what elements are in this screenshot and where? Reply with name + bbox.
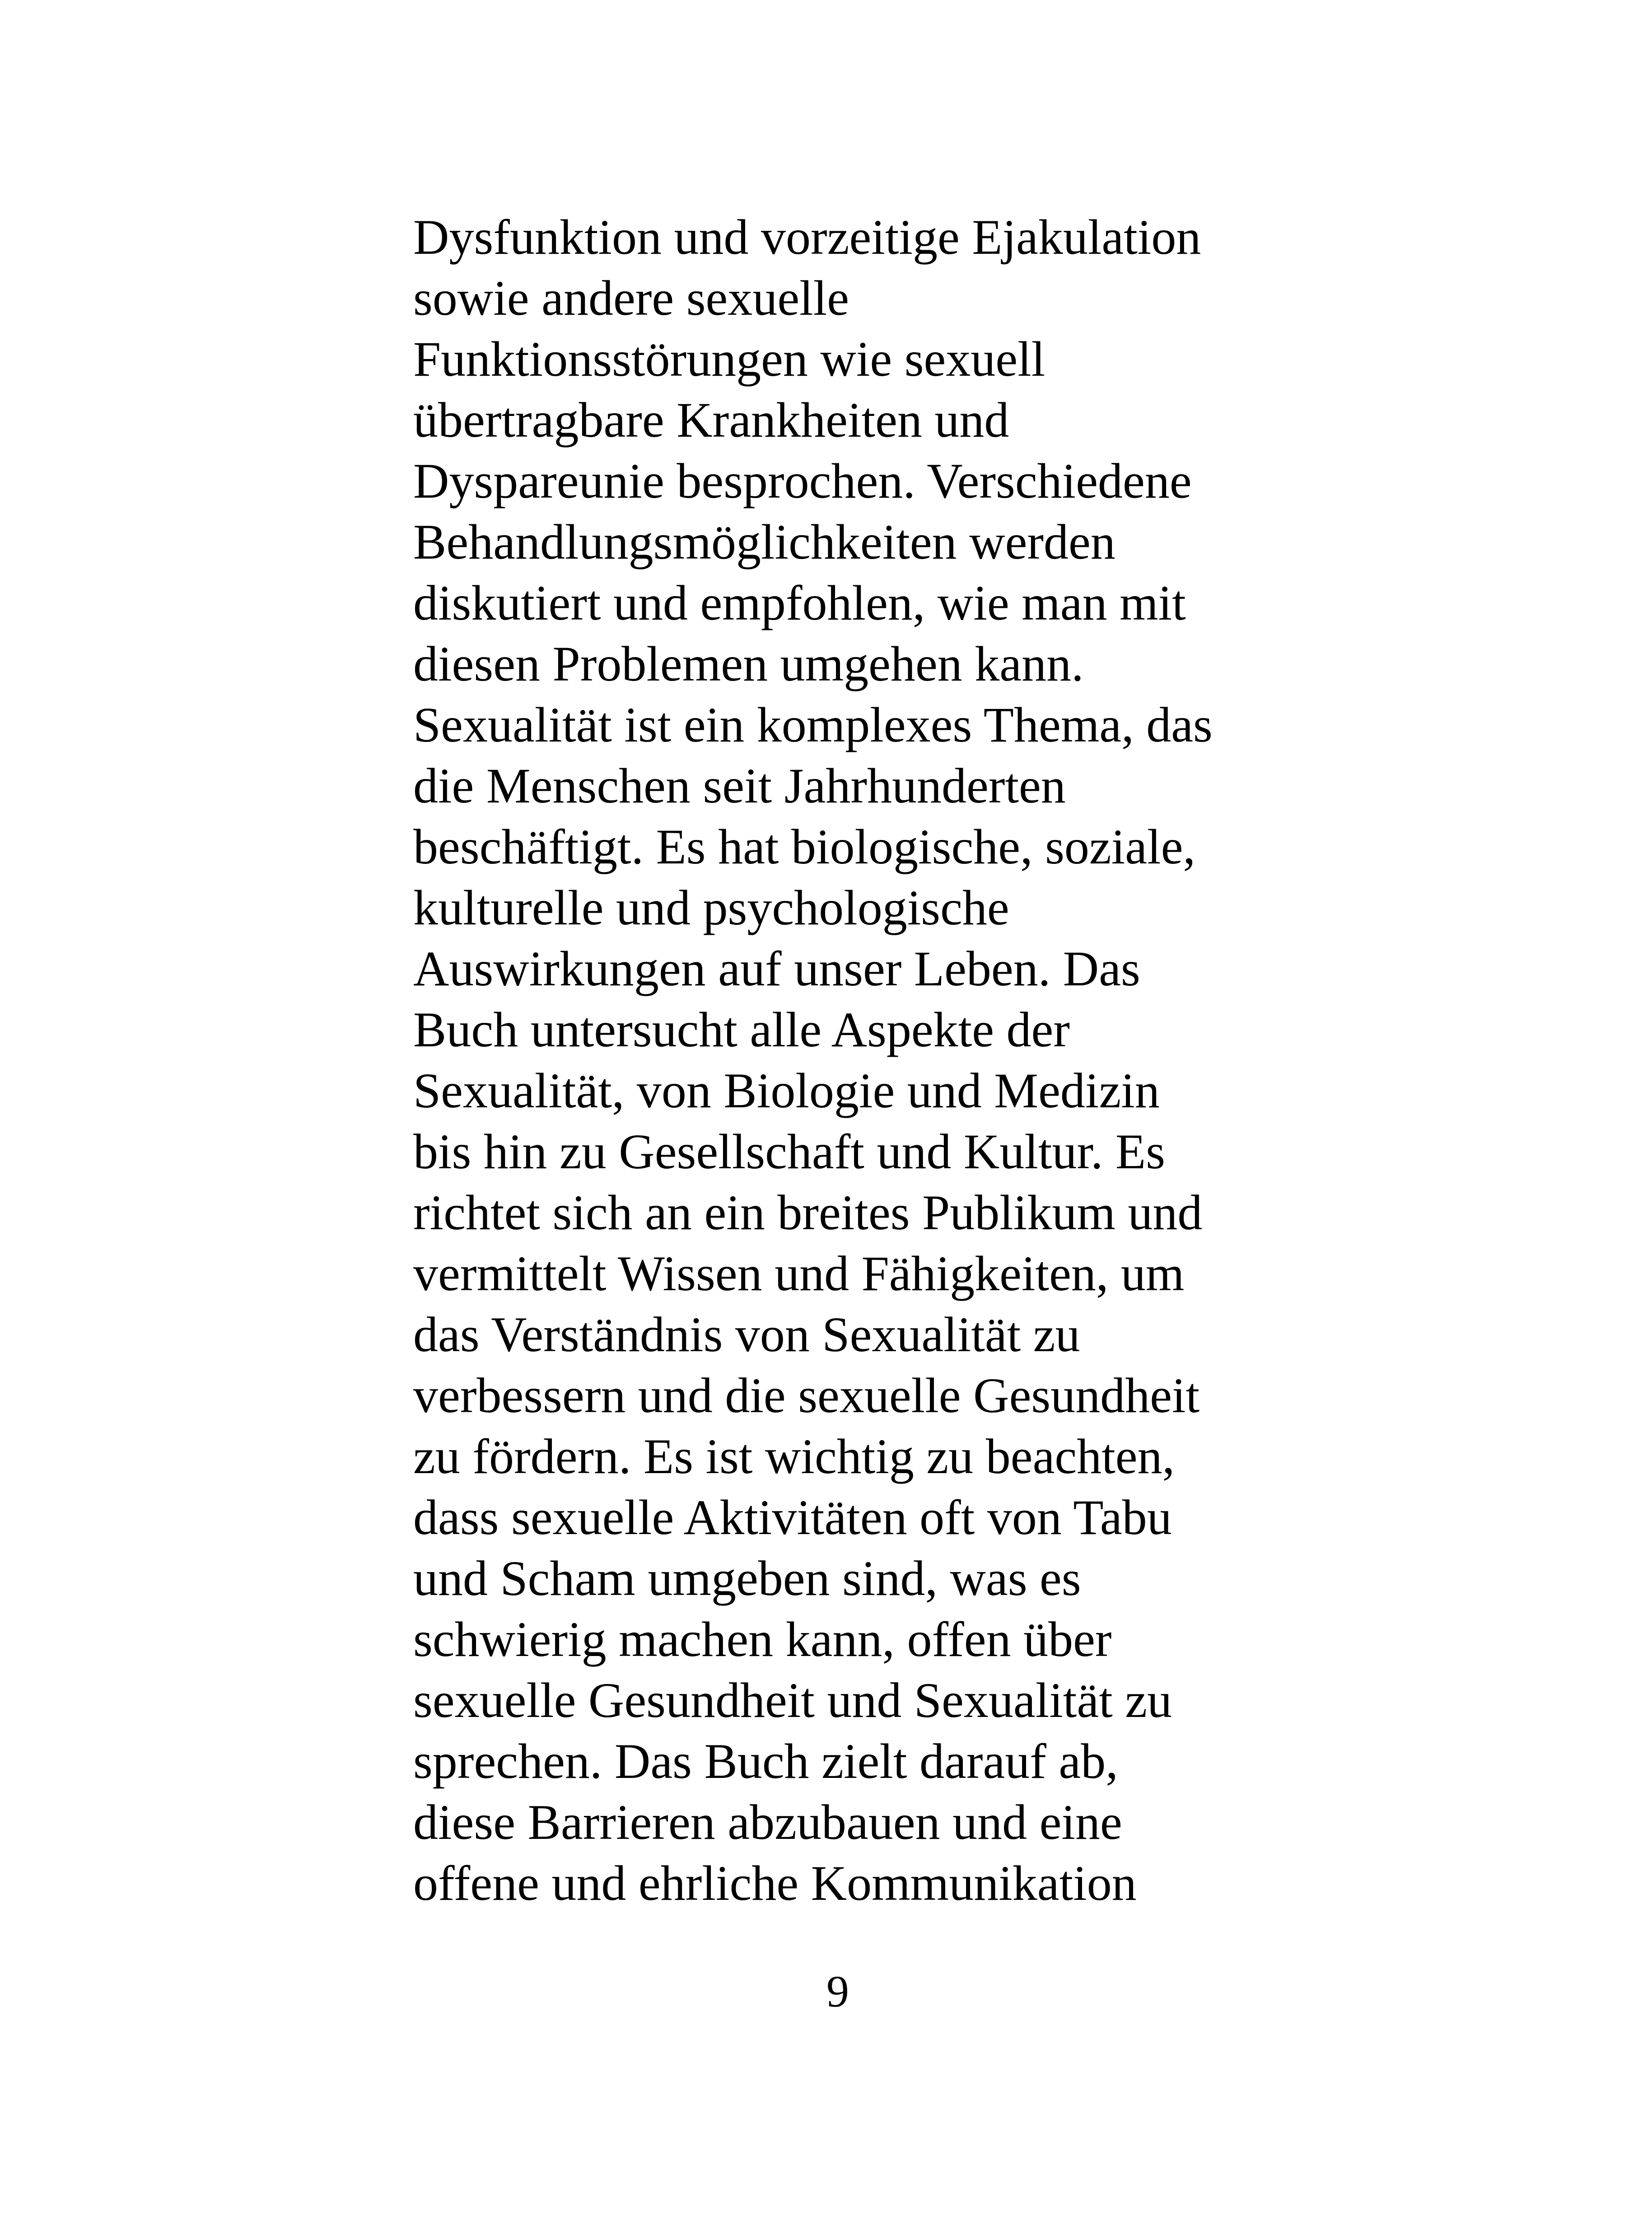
text-line: Auswirkungen auf unser Leben. Das [413,941,1140,996]
text-line: kulturelle und psychologische [413,880,1009,935]
text-line: Behandlungsmöglichkeiten werden [413,514,1115,569]
text-line: dass sexuelle Aktivitäten oft von Tabu [413,1490,1172,1545]
text-line: und Scham umgeben sind, was es [413,1551,1081,1606]
text-line: diesen Problemen umgehen kann. [413,636,1084,691]
text-line: sowie andere sexuelle [413,271,849,326]
text-line: zu fördern. Es ist wichtig zu beachten, [413,1429,1175,1484]
text-line: Dyspareunie besprochen. Verschiedene [413,453,1192,508]
text-line: übertragbare Krankheiten und [413,392,1009,448]
text-line: Sexualität ist ein komplexes Thema, das [413,697,1213,752]
text-line: die Menschen seit Jahrhunderten [413,758,1066,813]
text-line: vermittelt Wissen und Fähigkeiten, um [413,1246,1185,1301]
text-line: Dysfunktion und vorzeitige Ejakulation [413,210,1201,265]
text-line: das Verständnis von Sexualität zu [413,1307,1080,1362]
text-line: offene und ehrliche Kommunikation [413,1856,1137,1911]
body-text [413,207,1339,1914]
text-line: diskutiert und empfohlen, wie man mit [413,575,1186,630]
text-line: Funktionsstörungen wie sexuell [413,331,1045,387]
text-line: verbessern und die sexuelle Gesundheit [413,1368,1200,1423]
text-line: sexuelle Gesundheit und Sexualität zu [413,1673,1172,1728]
text-line: bis hin zu Gesellschaft und Kultur. Es [413,1124,1166,1179]
text-line: schwierig machen kann, offen über [413,1612,1112,1667]
text-line: Buch untersucht alle Aspekte der [413,1002,1070,1057]
text-line: richtet sich an ein breites Publikum und [413,1185,1203,1240]
text-line: Sexualität, von Biologie und Medizin [413,1063,1160,1118]
text-line: beschäftigt. Es hat biologische, soziale, [413,819,1196,874]
page-number: 9 [826,1966,849,2016]
text-line: diese Barrieren abzubauen und eine [413,1795,1122,1850]
text-line: sprechen. Das Buch zielt darauf ab, [413,1734,1118,1789]
